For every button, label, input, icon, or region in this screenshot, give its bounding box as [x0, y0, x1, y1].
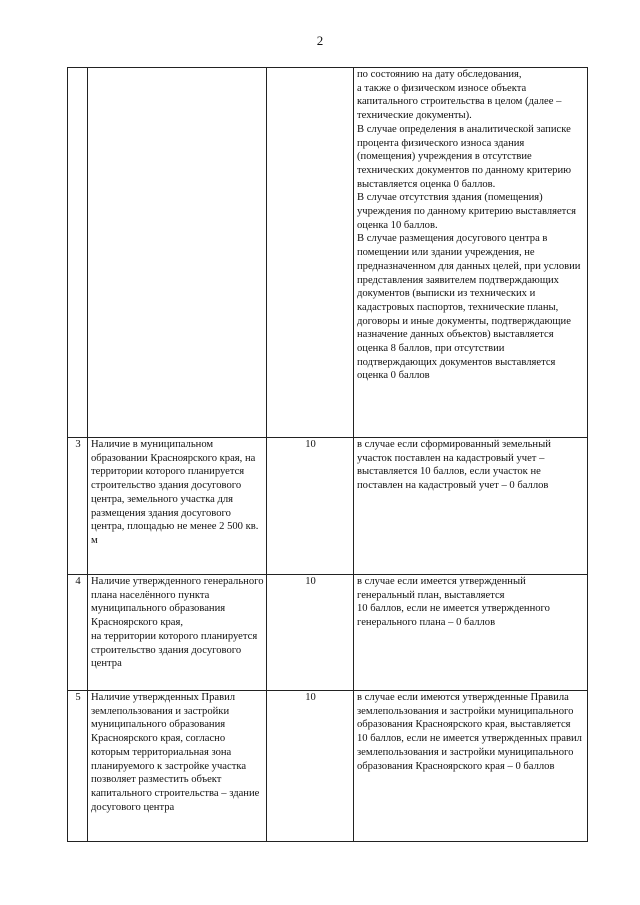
- criterion-cell: Наличие утвержденных Правил землепользования и застройки муниципального образования Красноярского края, согласно которым территориальная зона планируемого к застройке участка позволяет разместить объект капитального строительства – здание досугового центра: [88, 691, 267, 842]
- criterion-cell: Наличие утвержденного генерального плана населённого пункта муниципального образования Красноярского края, на территории которого планируется строительство здания досугового центра: [88, 575, 267, 691]
- method-cell: в случае если имеется утвержденный генеральный план, выставляется 10 баллов, если не имеется утвержденного генерального плана – 0 баллов: [354, 575, 588, 691]
- criterion-cell: [88, 68, 267, 438]
- score-cell: [267, 68, 354, 438]
- score-cell: 10: [267, 438, 354, 575]
- score-cell: 10: [267, 691, 354, 842]
- table-row: [68, 691, 588, 842]
- method-cell: в случае если имеются утвержденные Правила землепользования и застройки муниципального образования Красноярского края, выставляется 10 баллов, если не имеется утвержденных правил землепользования и застройки муниципального образования Красноярского края – 0 баллов: [354, 691, 588, 842]
- table-row: [68, 68, 588, 438]
- table-row: [68, 438, 588, 575]
- page-number: 2: [316, 33, 324, 48]
- row-number: 3: [68, 438, 88, 575]
- method-cell: в случае если сформированный земельный участок поставлен на кадастровый учет – выставляется 10 баллов, если участок не поставлен на кадастровый учет – 0 баллов: [354, 438, 588, 575]
- criteria-table: [67, 67, 588, 842]
- row-number: [68, 68, 88, 438]
- row-number: 4: [68, 575, 88, 691]
- criterion-cell: Наличие в муниципальном образовании Красноярского края, на территории которого планируется строительство здания досугового центра, земельного участка для размещения здания досугового центра, площадью не менее 2 500 кв. м: [88, 438, 267, 575]
- row-number: 5: [68, 691, 88, 842]
- score-cell: 10: [267, 575, 354, 691]
- method-cell: по состоянию на дату обследования, а также о физическом износе объекта капитального строительства в целом (далее – технические документы). В случае определения в аналитической записке процента физического износа здания (помещения) учреждения в отсутствие технических документов по данному критерию выставляется оценка 0 баллов. В случае отсутствия здания (помещения) учреждения по данному критерию выставляется оценка 10 баллов. В случае размещения досугового центра в помещении или здании учреждения, не предназначенном для данных целей, при условии представления заявителем подтверждающих документов (выписки из технических и кадастровых паспортов, технические планы, договоры и иные документы, подтверждающие назначение данных объектов) выставляется оценка 8 баллов, при отсутствии подтверждающих документов выставляется оценка 0 баллов: [354, 68, 588, 438]
- table-row: [68, 575, 588, 691]
